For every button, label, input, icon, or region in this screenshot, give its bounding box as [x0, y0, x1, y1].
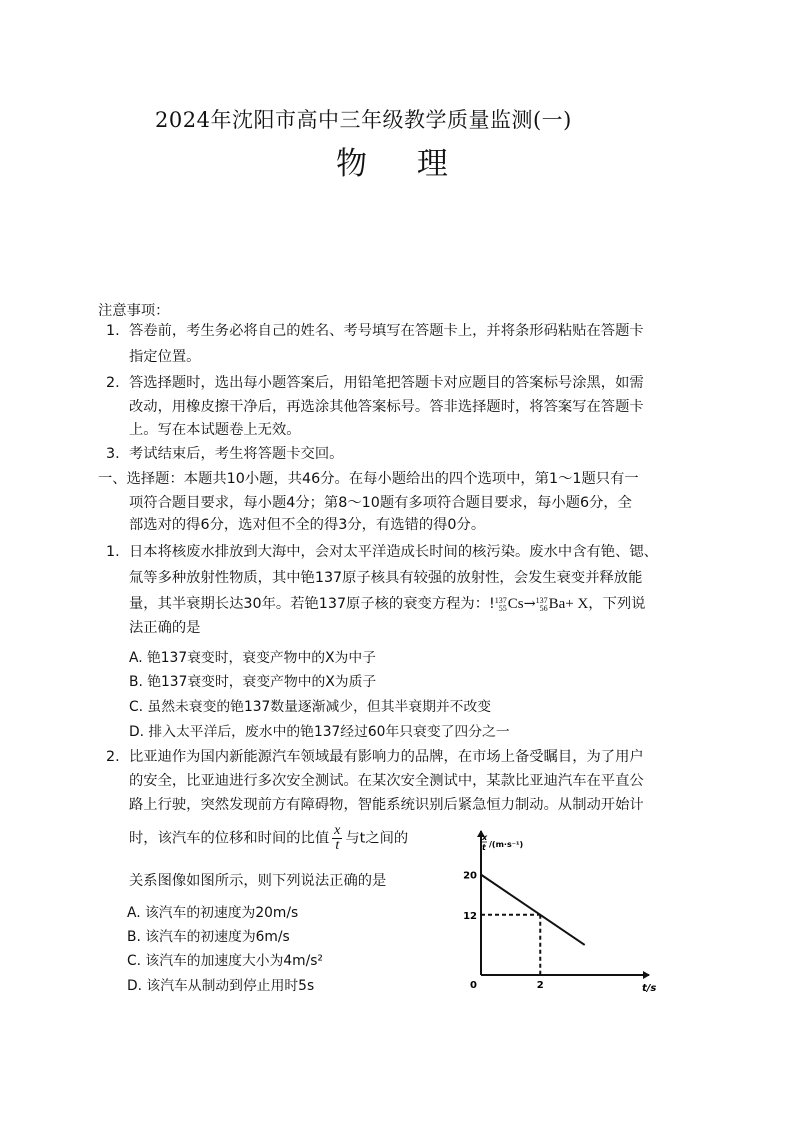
notice-item-1-num: 1.: [106, 323, 120, 339]
q1-stem-line-3-tail: ，下列说: [588, 596, 646, 612]
q2-option-d: D. 该汽车从制动到停止用时5s: [127, 978, 315, 994]
q2-stem-line-4-text: 时，该汽车的位移和时间的比值: [129, 830, 330, 847]
q2-stem-line-4-tail: 与t之间的: [345, 830, 409, 847]
series-line: [481, 875, 585, 945]
y-axis-label-numerator: x: [482, 833, 488, 842]
cs-mass-number: 137: [494, 595, 507, 605]
q2-option-b: B. 该汽车的初速度为6m/s: [127, 929, 290, 945]
fraction-numerator: x: [334, 823, 341, 838]
q2-stem-line: 的安全，比亚迪进行多次安全测试。在某次安全测试中，某款比亚迪汽车在平直公: [129, 773, 644, 789]
notice-item-2-num: 2.: [106, 375, 120, 391]
notice-item-2-line: 答选择题时，选出每小题答案后，用铅笔把答题卡对应题目的答案标号涂黑，如需: [129, 375, 644, 391]
q1-stem-line-3-text: 量，其半衰期长达30年。若铯137原子核的衰变方程为：!: [129, 596, 495, 612]
y-axis-label-denominator: t: [482, 843, 486, 852]
y-axis-label-unit: /(m·s⁻¹): [489, 840, 524, 849]
q1-option-c: C. 虽然未衰变的铯137数量逐渐减少，但其半衰期并不改变: [129, 699, 492, 715]
q2-stem-line: 比亚迪作为国内新能源汽车领域最有影响力的品牌，在市场上备受瞩目，为了用户: [129, 749, 644, 765]
q2-stem-line-4: [129, 824, 408, 853]
x-tick-label: 0: [470, 980, 477, 991]
q1-stem-line-3: [129, 595, 645, 613]
q2-option-c: C. 该汽车的加速度大小为4m/s²: [127, 953, 323, 969]
notice-item-2-line: 上。写在本试题卷上无效。: [129, 422, 301, 438]
notice-heading: 注意事项：: [98, 303, 170, 319]
fraction-denominator: t: [335, 838, 340, 853]
q1-number: 1.: [106, 544, 120, 560]
section1-line: 项符合题目要求，每小题4分；第8～10题有多项符合题目要求，每小题6分，全: [129, 495, 632, 511]
q2-stem-line: 关系图像如图所示，则下列说法正确的是: [129, 873, 387, 889]
cs-137-nuclide: [495, 595, 524, 613]
ba-atomic-number: 56: [539, 603, 548, 613]
q1-stem-line: 法正确的是: [129, 620, 201, 636]
notice-item-2-line: 改动，用橡皮擦干净后，再选涂其他答案标号。答非选择题时，将答案写在答题卡: [129, 399, 644, 415]
q2-number: 2.: [106, 749, 120, 765]
notice-item-3-line: 考试结束后，考生将答题卡交回。: [129, 446, 344, 462]
q2-stem-line: 路上行驶，突然发现前方有障碍物，智能系统识别后紧急恒力制动。从制动开始计: [129, 797, 644, 813]
exam-title: 2024年沈阳市高中三年级教学质量监测(一): [155, 108, 572, 132]
notice-item-3-num: 3.: [106, 446, 120, 462]
x-axis-label: t/s: [642, 983, 657, 994]
cs-symbol: Cs: [507, 596, 524, 612]
cs-atomic-number: 55: [498, 603, 507, 613]
section1-line: 一、选择题：本题共10小题，共46分。在每小题给出的四个选项中，第1～1题只有一: [98, 471, 639, 487]
notice-item-1-line: 答卷前，考生务必将自己的姓名、考号填写在答题卡上，并将条形码粘贴在答题卡: [129, 323, 644, 339]
notice-item-1-line: 指定位置。: [129, 349, 201, 365]
x-over-t-fraction: [332, 824, 342, 853]
q2-option-a: A. 该汽车的初速度为20m/s: [127, 905, 299, 921]
x-over-t-vs-t-graph: [460, 825, 657, 997]
ba-symbol: Ba: [548, 596, 566, 612]
q1-option-b: B. 铯137衰变时，衰变产物中的X为质子: [129, 674, 377, 690]
subject-title: 物 理: [336, 146, 468, 182]
q1-stem-line: 日本将核废水排放到大海中，会对太平洋造成长时间的核污染。废水中含有铯、锶、: [129, 544, 658, 560]
x-tick-label: 2: [536, 980, 544, 991]
q1-option-a: A. 铯137衰变时，衰变产物中的X为中子: [129, 650, 376, 666]
section1-line: 部选对的得6分，选对但不全的得3分，有选错的得0分。: [129, 517, 486, 533]
q1-stem-line: 氚等多种放射性物质，其中铯137原子核具有较强的放射性，会发生衰变并释放能: [129, 570, 643, 586]
ba-137-nuclide: [536, 595, 566, 613]
y-tick-label: 12: [463, 910, 477, 922]
q1-option-d: D. 排入太平洋后，废水中的铯137经过60年只衰变了四分之一: [129, 724, 510, 740]
y-tick-label: 20: [463, 870, 477, 882]
plus-x: + X: [565, 596, 589, 612]
decay-arrow: →: [523, 596, 536, 612]
ba-mass-number: 137: [535, 595, 548, 605]
